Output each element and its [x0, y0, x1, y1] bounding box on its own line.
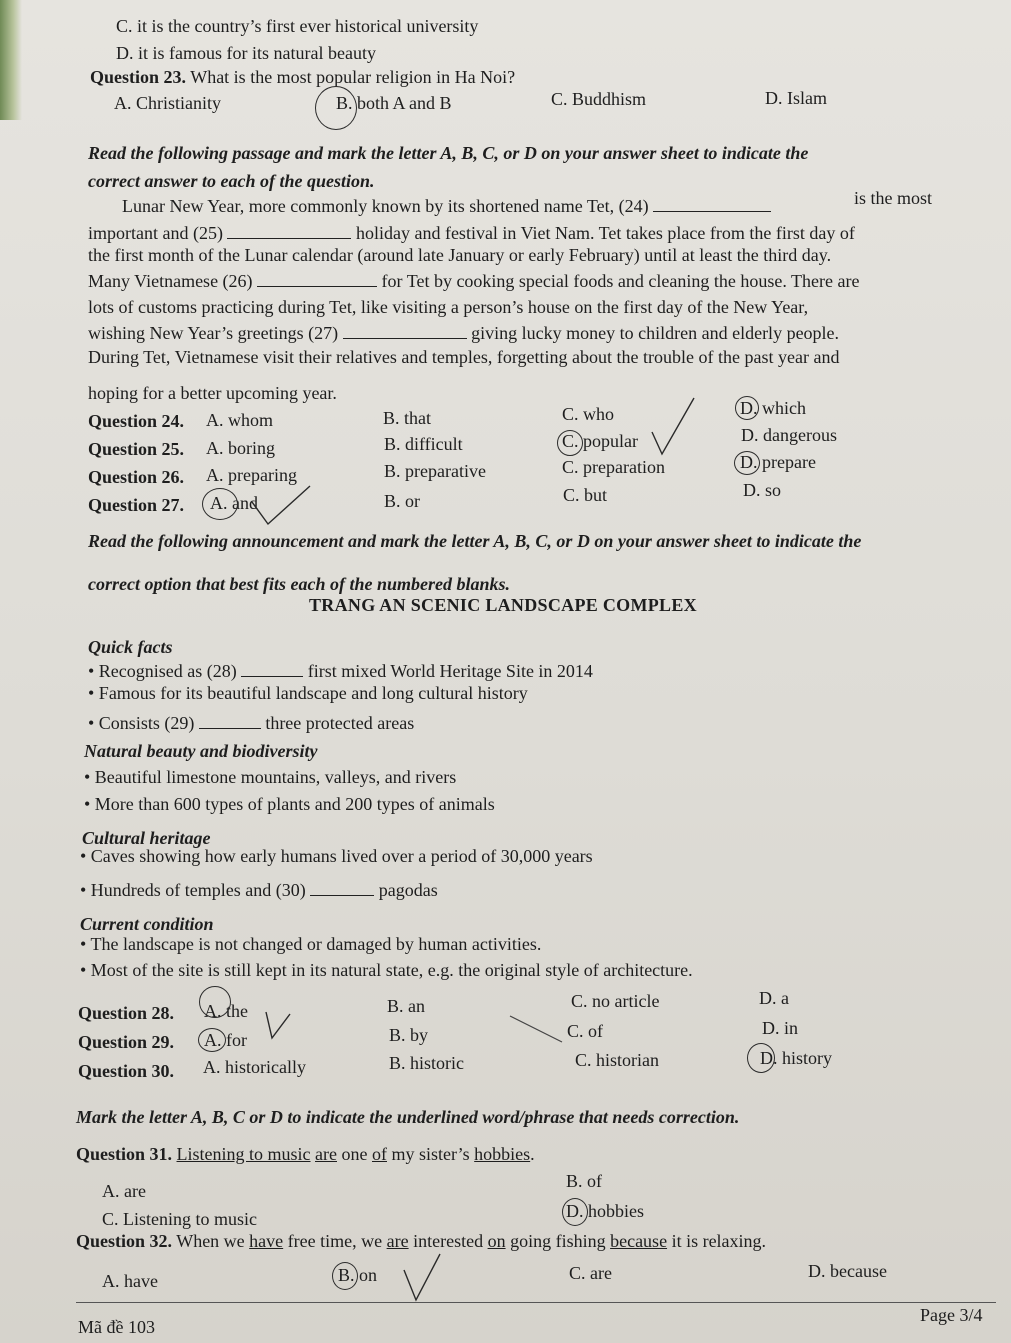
pencil-stroke-mark — [506, 1012, 576, 1052]
passage-text: Lunar New Year, more commonly known by its shortened name Tet, (24) — [122, 196, 649, 216]
underlined-phrase: hobbies — [474, 1144, 531, 1164]
q28-option-b: B. an — [387, 996, 425, 1016]
bullet-famous: • Famous for its beautiful landscape and long cultural history — [88, 683, 528, 703]
heading-natural-beauty: Natural beauty and biodiversity — [84, 741, 318, 761]
sentence-text: free time, we — [287, 1231, 383, 1251]
question-23 — [90, 68, 515, 86]
passage-text: giving lucky money to children and elderly people. — [471, 323, 840, 343]
sentence-text: one — [341, 1144, 368, 1164]
bullet-plants-animals: • More than 600 types of plants and 200 types of animals — [84, 794, 495, 814]
question-label: Question 31. — [76, 1144, 173, 1164]
q27-label: Question 27. — [88, 495, 185, 515]
question-31 — [76, 1145, 535, 1163]
q24-option-a: A. whom — [206, 410, 273, 430]
passage-instruction-line-2: correct answer to each of the question. — [88, 171, 375, 191]
footer-divider — [76, 1302, 996, 1303]
blank-27 — [343, 324, 467, 339]
blank-25 — [227, 224, 351, 239]
heading-cultural-heritage: Cultural heritage — [82, 828, 211, 848]
q24-label: Question 24. — [88, 411, 185, 431]
passage-line-2 — [88, 224, 855, 242]
exam-code: Mã đề 103 — [78, 1317, 155, 1337]
q31-option-c: C. Listening to music — [102, 1209, 257, 1229]
q28-option-a: A. the — [204, 1001, 248, 1021]
sentence-text: . — [530, 1144, 535, 1164]
q31-option-b: B. of — [566, 1171, 602, 1191]
underlined-phrase: of — [372, 1144, 387, 1164]
bullet-caves: • Caves showing how early humans lived over a period of 30,000 years — [80, 846, 593, 866]
q24-option-c: C. who — [562, 404, 615, 424]
sentence-text: going fishing — [510, 1231, 606, 1251]
question-32 — [76, 1232, 766, 1250]
blank-28 — [241, 662, 303, 677]
page-edge-shadow — [0, 0, 22, 120]
bullet-consists — [88, 714, 414, 732]
q32-option-d: D. because — [808, 1261, 887, 1281]
answer-circle-mark — [199, 986, 231, 1018]
q26-option-a: A. preparing — [206, 465, 297, 485]
q23-option-a: A. Christianity — [114, 93, 221, 113]
heading-current-condition: Current condition — [80, 914, 214, 934]
q32-option-b: B. on — [338, 1265, 378, 1285]
q29-label: Question 29. — [78, 1032, 175, 1052]
blank-29 — [199, 714, 261, 729]
passage-text: for Tet by cooking special foods and cleaning the house. There are — [381, 271, 860, 291]
q30-option-a: A. historically — [203, 1057, 306, 1077]
announcement-instruction-line-1: Read the following announcement and mark the letter A, B, C, or D on your answer sheet to indicate the — [88, 531, 862, 551]
page-number: Page 3/4 — [920, 1305, 983, 1325]
bullet-text: three protected areas — [265, 713, 415, 733]
passage-text: Many Vietnamese (26) — [88, 271, 253, 291]
bullet-text: • Hundreds of temples and (30) — [80, 880, 306, 900]
bullet-limestone: • Beautiful limestone mountains, valleys, and rivers — [84, 767, 457, 787]
passage-line-7: During Tet, Vietnamese visit their relatives and temples, forgetting about the trouble of the past year and — [88, 347, 840, 367]
passage-instruction-line-1: Read the following passage and mark the letter A, B, C, or D on your answer sheet to indicate the — [88, 143, 809, 163]
q28-label: Question 28. — [78, 1003, 175, 1023]
q24-option-d: D. which — [740, 398, 806, 418]
answer-circle-mark — [735, 396, 759, 420]
answer-circle-mark — [557, 430, 583, 456]
bullet-text: pagodas — [378, 880, 438, 900]
q31-option-a: A. are — [102, 1181, 146, 1201]
passage-line-6 — [88, 324, 839, 342]
correction-instruction: Mark the letter A, B, C or D to indicate the underlined word/phrase that needs correction. — [76, 1107, 740, 1127]
q31-option-d: D. hobbies — [566, 1201, 644, 1221]
announcement-title: TRANG AN SCENIC LANDSCAPE COMPLEX — [309, 595, 697, 615]
q25-option-c: C. popular — [562, 431, 638, 451]
q25-option-d: D. dangerous — [741, 425, 837, 445]
blank-26 — [257, 272, 377, 287]
passage-line-1 — [122, 197, 771, 215]
passage-line-1-end: is the most — [854, 188, 933, 208]
q22-option-d: D. it is famous for its natural beauty — [116, 43, 376, 63]
passage-text: holiday and festival in Viet Nam. Tet takes place from the first day of — [355, 223, 855, 243]
q28-option-d: D. a — [759, 988, 789, 1008]
bullet-text: • Recognised as (28) — [88, 661, 237, 681]
q26-option-b: B. preparative — [384, 461, 486, 481]
sentence-text: my sister’s — [391, 1144, 470, 1164]
check-tick-mark — [262, 1008, 302, 1048]
q28-option-c: C. no article — [571, 991, 660, 1011]
q29-option-d: D. in — [762, 1018, 798, 1038]
q30-option-c: C. historian — [575, 1050, 659, 1070]
answer-circle-mark — [315, 86, 357, 130]
blank-24 — [653, 197, 771, 212]
passage-line-4 — [88, 272, 859, 290]
q26-option-d: D. prepare — [740, 452, 816, 472]
answer-circle-mark — [747, 1043, 775, 1073]
bullet-natural-state: • Most of the site is still kept in its natural state, e.g. the original style of architecture. — [80, 960, 693, 980]
underlined-phrase: have — [249, 1231, 284, 1251]
q27-option-d: D. so — [743, 480, 782, 500]
q24-option-b: B. that — [383, 408, 431, 428]
q23-option-b: B. both A and B — [336, 93, 452, 113]
underlined-phrase: are — [315, 1144, 337, 1164]
answer-circle-mark — [202, 488, 238, 520]
q22-option-c: C. it is the country’s first ever historical university — [116, 16, 479, 36]
underlined-phrase: on — [487, 1231, 506, 1251]
underlined-phrase: are — [386, 1231, 409, 1251]
q32-option-c: C. are — [569, 1263, 612, 1283]
blank-30 — [310, 881, 374, 896]
heading-quick-facts: Quick facts — [88, 637, 173, 657]
bullet-recognised — [88, 662, 593, 680]
bullet-text: • Consists (29) — [88, 713, 195, 733]
check-tick-mark — [400, 1250, 450, 1310]
answer-circle-mark — [198, 1028, 226, 1052]
passage-line-8: hoping for a better upcoming year. — [88, 383, 337, 403]
q26-option-c: C. preparation — [562, 457, 665, 477]
check-tick-mark — [650, 392, 710, 472]
q27-option-b: B. or — [384, 491, 420, 511]
announcement-instruction-line-2: correct option that best fits each of the numbered blanks. — [88, 574, 511, 594]
q23-option-d: D. Islam — [765, 88, 827, 108]
bullet-temples — [80, 881, 438, 899]
q26-label: Question 26. — [88, 467, 185, 487]
q32-option-a: A. have — [102, 1271, 158, 1291]
q27-option-c: C. but — [563, 485, 608, 505]
passage-text: wishing New Year’s greetings (27) — [88, 323, 339, 343]
answer-circle-mark — [562, 1198, 588, 1226]
q25-option-b: B. difficult — [384, 434, 463, 454]
q27-option-a: A. and — [210, 493, 258, 513]
bullet-landscape: • The landscape is not changed or damaged by human activities. — [80, 934, 542, 954]
q25-option-a: A. boring — [206, 438, 275, 458]
passage-line-5: lots of customs practicing during Tet, like visiting a person’s house on the first day of the New Year, — [88, 297, 809, 317]
q29-option-b: B. by — [389, 1025, 429, 1045]
sentence-text: it is relaxing. — [671, 1231, 767, 1251]
q29-option-a: A. for — [204, 1030, 247, 1050]
q30-option-b: B. historic — [389, 1053, 464, 1073]
question-label: Question 23. — [90, 67, 187, 87]
question-text: What is the most popular religion in Ha Noi? — [190, 67, 516, 87]
sentence-text: interested — [413, 1231, 484, 1251]
underlined-phrase: because — [610, 1231, 668, 1251]
passage-line-3: the first month of the Lunar calendar (around late January or early February) until at least the third day. — [88, 245, 832, 265]
question-label: Question 32. — [76, 1231, 173, 1251]
q30-label: Question 30. — [78, 1061, 175, 1081]
passage-text: important and (25) — [88, 223, 223, 243]
q25-label: Question 25. — [88, 439, 185, 459]
q30-option-d: D. history — [760, 1048, 832, 1068]
q23-option-c: C. Buddhism — [551, 89, 647, 109]
sentence-text: When we — [176, 1231, 245, 1251]
answer-circle-mark — [734, 451, 760, 475]
underlined-phrase: Listening to music — [176, 1144, 311, 1164]
answer-circle-mark — [332, 1262, 358, 1290]
bullet-text: first mixed World Heritage Site in 2014 — [307, 661, 593, 681]
q29-option-c: C. of — [567, 1021, 603, 1041]
